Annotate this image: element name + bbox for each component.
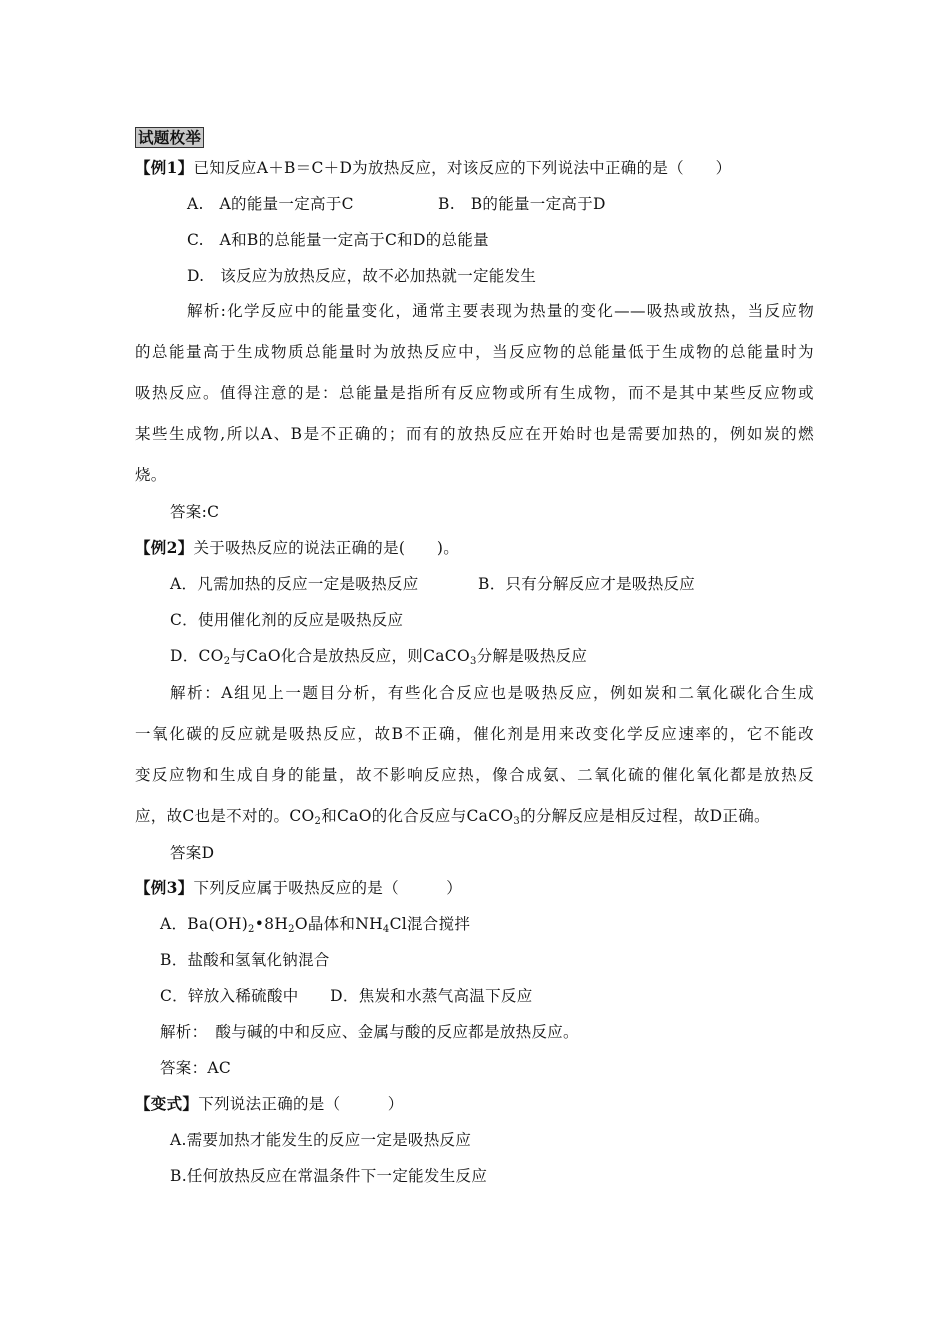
example-3-option-cd: C．锌放入稀硫酸中 D．焦炭和水蒸气高温下反应 [160, 987, 533, 1005]
example-1-tag: 【例1】 [135, 158, 194, 177]
example-3-text: 下列反应属于吸热反应的是（ ） [193, 879, 463, 897]
example-2-option-d: D．$CO_2$与CaO化合是放热反应，则CaCO$_3$分解是吸热反应 [170, 647, 588, 667]
variant-question [135, 1094, 404, 1114]
example-3-analysis: 解析： 酸与碱的中和反应、金属与酸的反应都是放热反应。 [160, 1023, 579, 1041]
example-1-question [135, 158, 731, 178]
variant-option-a: A.需要加热才能发生的反应一定是吸热反应 [170, 1131, 472, 1149]
example-3-answer: 答案：AC [160, 1059, 232, 1077]
example-2-question [135, 538, 459, 558]
example-1-analysis-line-4: 某些生成物,所以A、B是不正确的；而有的放热反应在开始时也是需要加热的，例如炭的燃 [135, 425, 814, 443]
example-2-text: 关于吸热反应的说法正确的是( )。 [193, 539, 459, 557]
example-1-analysis-line-3: 吸热反应。值得注意的是：总能量是指所有反应物或所有生成物，而不是其中某些反应物或 [135, 384, 814, 402]
example-1-option-d: D. 该反应为放热反应，故不必加热就一定能发生 [187, 267, 537, 285]
example-3-option-b: B．盐酸和氢氧化钠混合 [160, 951, 330, 969]
example-3-option-a: A．$Ba(OH)_2•8H_2O$晶体和$NH_4Cl$混合搅拌 [160, 915, 471, 935]
example-1-option-a: A. A的能量一定高于C [187, 195, 354, 213]
example-1-option-b: B. B的能量一定高于D [438, 195, 606, 213]
example-2-analysis-line-1: 解析：A组见上一题目分析，有些化合反应也是吸热反应，例如炭和二氧化碳化合生成 [170, 684, 814, 702]
example-3-question [135, 878, 462, 898]
example-2-answer: 答案D [170, 844, 215, 862]
variant-option-b: B.任何放热反应在常温条件下一定能发生反应 [170, 1167, 488, 1185]
variant-text: 下列说法正确的是（ ） [198, 1095, 404, 1113]
example-1-analysis-line-1: 解析:化学反应中的能量变化，通常主要表现为热量的变化——吸热或放热，当反应物 [187, 302, 814, 320]
example-3-tag: 【例3】 [135, 878, 194, 897]
example-2-analysis-line-3: 变反应物和生成自身的能量，故不影响反应热，像合成氨、二氧化硫的催化氧化都是放热反 [135, 766, 814, 784]
example-2-tag: 【例2】 [135, 538, 194, 557]
example-1-text: 已知反应A＋B＝C＋D为放热反应，对该反应的下列说法中正确的是（ ） [193, 159, 732, 177]
section-title-line [135, 128, 204, 148]
example-1-option-c: C. A和B的总能量一定高于C和D的总能量 [187, 231, 489, 249]
example-2-analysis-line-4: 应，故C也是不对的。$CO_2$和CaO的化合反应与CaCO$_3$的分解反应是相反过程，故D正确。 [135, 807, 770, 827]
example-2-analysis-line-2: 一氧化碳的反应就是吸热反应，故B不正确，催化剂是用来改变化学反应速率的，它不能改 [135, 725, 814, 743]
example-1-analysis-line-5: 烧。 [135, 466, 167, 484]
example-2-option-b: B．只有分解反应才是吸热反应 [478, 575, 696, 593]
example-1-analysis-line-2: 的总能量高于生成物质总能量时为放热反应中，当反应物的总能量低于生成物的总能量时为 [135, 343, 814, 361]
example-2-option-c: C．使用催化剂的反应是吸热反应 [170, 611, 404, 629]
variant-tag: 【变式】 [135, 1094, 199, 1113]
example-2-option-a: A．凡需加热的反应一定是吸热反应 [170, 575, 419, 593]
example-1-answer: 答案:C [170, 503, 220, 521]
section-title: 试题枚举 [135, 127, 204, 148]
